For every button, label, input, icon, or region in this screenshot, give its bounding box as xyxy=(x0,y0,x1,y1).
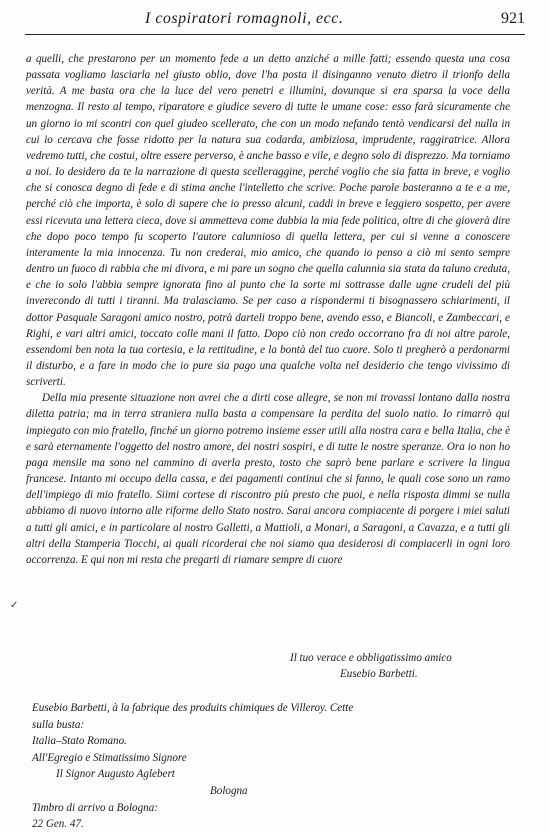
note-line-8: 22 Gen. 47. xyxy=(32,818,84,831)
paragraph-1: a quelli, che prestarono per un momento fede a un detto anziché a mille fatti; essendo questa una cosa passata vogliamo lasciarla nel giusto oblio, dove l'ha posta il disinganno venuto dietro il trionfo della verità. A me basta ora che la luce del vero penetri e illumini, dovunque si era sparsa la voce della menzogna. Il resto al tempo, riparatore e giudice severo di tutte le umane cose: esso farà sicuramente che un giorno io mi scontri con quel giudeo scellerato, che con un modo nefando tentò vendicarsi del nulla in cui io cercava che fosse ridotto per la natura sua codarda, ambiziosa, imprudente, raggiratrice. Allora vedremo tutti, che costui, oltre essere perverso, è anche basso e vile, e degno solo di disprezzo. Ma torniamo a noi. Io desidero da te la narrazione di questa scelleraggine, perché voglio che sia fatta in breve, e voglio che si conosca degno di fede e di stima anche l'intelletto che scrive. Poche parole basteranno a te e a me, perché ciò che importa, è solo di sapere che io presso alcuni, caddi in breve e leggiero sospetto, per avere essi ricevuta una lettera cieca, dove si ammetteva come dubbia la mia fede politica, oltre di che gioverà dire che dopo poco tempo fu scoperto l'autore calunnioso di quella lettera, per cui si venne a conoscere interamente la mia innocenza. Tu non crederai, mio amico, che quando io penso a ciò mi sento sempre dentro un fuoco di rabbia che mi divora, e mi pare un sogno che quella calunnia sia stata da taluno creduta, e che io solo l'abbia sempre ignorata fino al punto che la sorte mi sottrasse dalle ugne crudeli del più inverecondo di tutti i tiranni. Ma tralasciamo. Se per caso a rispondermi ti bisognassero schiarimenti, il dottor Pasquale Saragoni amico nostro, potrà darteli troppo bene, avendo esso, e Biancoli, e Zambeccari, e Righi, e vari altri amici, toccato colle mani il fatto. Dopo ciò non credo occorrano fra di noi altre parole, essendomi ben nota la tua cortesia, e la rettitudine, e la bontà del tuo cuore. Solo ti pregherò a perdonarmi il disturbo, e a fare in modo che io pure sia pago una qualche volta nel desiderio che tengo vivissimo di scriverti. xyxy=(26,53,510,389)
note-line-2: sulla busta: xyxy=(32,718,85,731)
note-line-3: Italia–Stato Romano. xyxy=(32,735,127,748)
page-header xyxy=(25,6,525,35)
running-title: I cospiratori romagnoli, ecc. xyxy=(145,10,344,27)
note-line-4: All'Egregio e Stimatissimo Signore xyxy=(32,751,187,764)
margin-check-mark: ✓ xyxy=(10,600,19,611)
note-line-7: Timbro di arrivo a Bologna: xyxy=(32,801,158,814)
note-line-5: Il Signor Augusto Aglebert xyxy=(56,768,175,781)
signature-name: Eusebio Barbetti. xyxy=(340,668,418,680)
paragraph-2: Della mia presente situazione non avrei che a dirti cose allegre, se non mi trovassi lontano dalla nostra diletta patria; ma in terra straniera nulla basta a compensare la perdita del suolo natio. Io rimarrò qui impiegato con mio fratello, finché un giorno potremo insieme esser utili alla nostra cara e bella Italia, che è e sarà eternamente l'oggetto del nostro amore, dei nostri sospiri, e di tutte le nostre speranze. Ora io non ho paga mensile ma sono nel cammino di averla presto, tosto che saprò bene parlare e scrivere la lingua francese. Intanto mi occupo della cassa, e dei pagamenti continui che si fanno, le quali cose sono un ramo dell'impiego di mio fratello. Siimi cortese di riscontro più presto che puoi, e nella risposta dimmi se nulla abbiamo di nuovo intorno alle riforme dello Stato nostro. Sarai ancora compiacente di porgere i miei saluti a tutti gli amici, e in particolare al nostro Galletti, a Mattioli, a Monari, a Saragoni, a Cavazza, e a tutti gli altri della Stamperia Tiocchi, ai quali ricorderai che noi siamo qua desiderosi di compiacerli in ogni loro occorrenza. E qui non mi resta che pregarti di riamare sempre di cuore xyxy=(26,392,510,566)
letter-body xyxy=(26,51,510,568)
address-note xyxy=(32,700,512,833)
closing-line: Il tuo verace e obbligatissimo amico xyxy=(290,652,452,664)
note-line-1: Eusebio Barbetti, à la fabrique des produits chimiques de Villeroy. Cette xyxy=(32,702,354,714)
signature-block xyxy=(290,650,520,682)
page-number: 921 xyxy=(501,10,525,27)
note-line-6: Bologna xyxy=(210,784,248,797)
